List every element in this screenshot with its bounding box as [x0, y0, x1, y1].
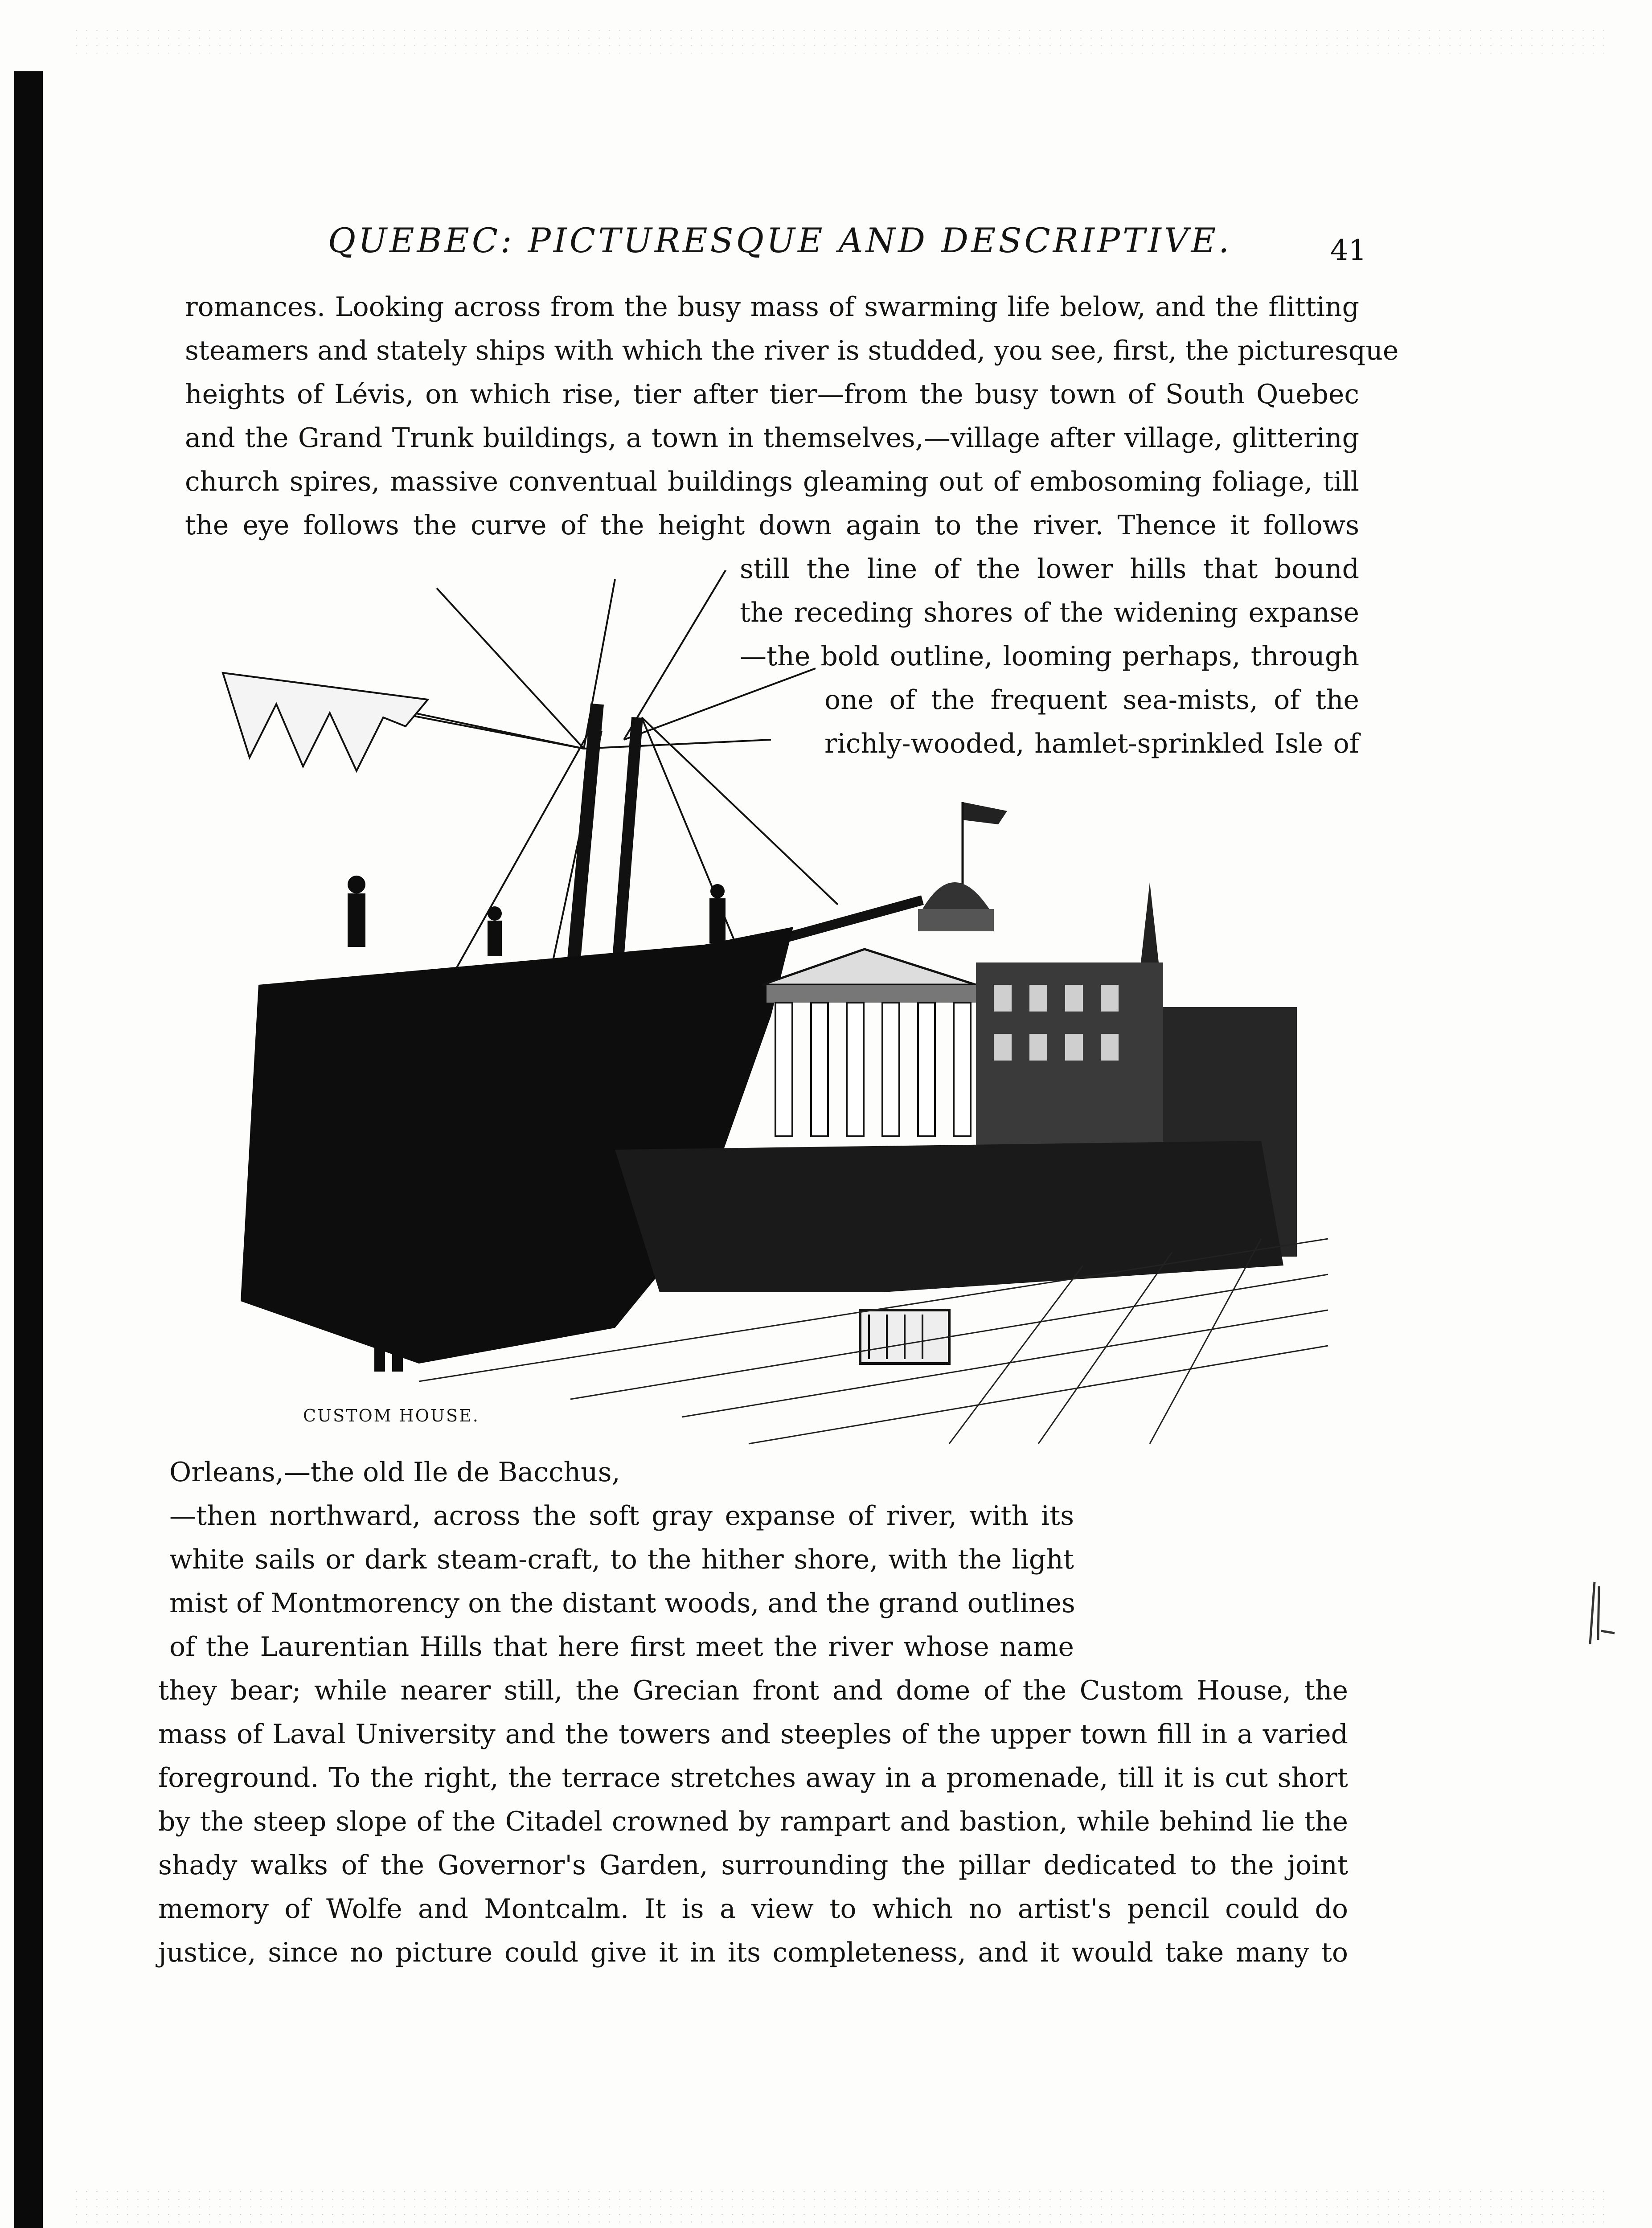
text-line: mass of Laval University and the towers and steeples of the upper town fill in a varied [158, 1719, 1348, 1750]
text-line: mist of Montmorency on the distant woods, and the grand outlines [169, 1588, 1075, 1619]
text-line: church spires, massive conventual buildings gleaming out of embosoming foliage, till [185, 466, 1359, 497]
text-line: memory of Wolfe and Montcalm. It is a view to which no artist's pencil could do [158, 1893, 1348, 1925]
text-line: they bear; while nearer still, the Grecian front and dome of the Custom House, the [158, 1675, 1348, 1706]
text-line: shady walks of the Governor's Garden, surrounding the pillar dedicated to the joint [158, 1850, 1348, 1881]
text-line: richly-wooded, hamlet-sprinkled Isle of [824, 728, 1359, 759]
paragraph-left-first [169, 1450, 620, 1494]
text-line: the receding shores of the widening expanse [740, 597, 1359, 628]
text-line: of the Laurentian Hills that here first meet the river whose name [169, 1631, 1074, 1663]
text-line: steamers and stately ships with which the river is studded, you see, first, the picturesque [185, 335, 1399, 366]
paragraph-top [185, 285, 1399, 547]
text-line: justice, since no picture could give it in its completeness, and it would take many to [158, 1937, 1348, 1968]
text-line: —the bold outline, looming perhaps, through [740, 641, 1359, 672]
text-line: heights of Lévis, on which rise, tier after tier—from the busy town of South Quebec [185, 379, 1359, 410]
text-line: Orleans,—the old Ile de Bacchus, [169, 1457, 620, 1488]
text-line: romances. Looking across from the busy mass of swarming life below, and the flitting [185, 291, 1359, 323]
text-line: —then northward, across the soft gray expanse of river, with its [169, 1500, 1074, 1532]
paragraph-bottom [158, 1669, 1348, 1974]
page-number: 41 [1330, 234, 1367, 267]
paragraph-left [169, 1494, 1074, 1669]
text-line: foreground. To the right, the terrace stretches away in a promenade, till it is cut short [158, 1762, 1348, 1794]
paper-speckle-bottom [71, 2188, 1607, 2228]
text-line: one of the frequent sea-mists, of the [824, 684, 1359, 716]
page-binding-edge [14, 71, 43, 2228]
text-line: by the steep slope of the Citadel crowned by rampart and bastion, while behind lie the [158, 1806, 1348, 1837]
text-line: still the line of the lower hills that bound [740, 553, 1359, 585]
custom-house-illustration [169, 570, 1364, 1453]
illustration-caption: CUSTOM HOUSE. [303, 1406, 480, 1425]
paper-speckle-top [71, 27, 1607, 53]
text-line: the eye follows the curve of the height down again to the river. Thence it follows [185, 510, 1359, 541]
running-title: QUEBEC: PICTURESQUE AND DESCRIPTIVE. [328, 221, 1232, 260]
stray-ink-mark [1581, 1577, 1617, 1649]
text-line: white sails or dark steam-craft, to the hither shore, with the light [169, 1544, 1074, 1575]
text-line: and the Grand Trunk buildings, a town in themselves,—village after village, glittering [185, 422, 1359, 454]
